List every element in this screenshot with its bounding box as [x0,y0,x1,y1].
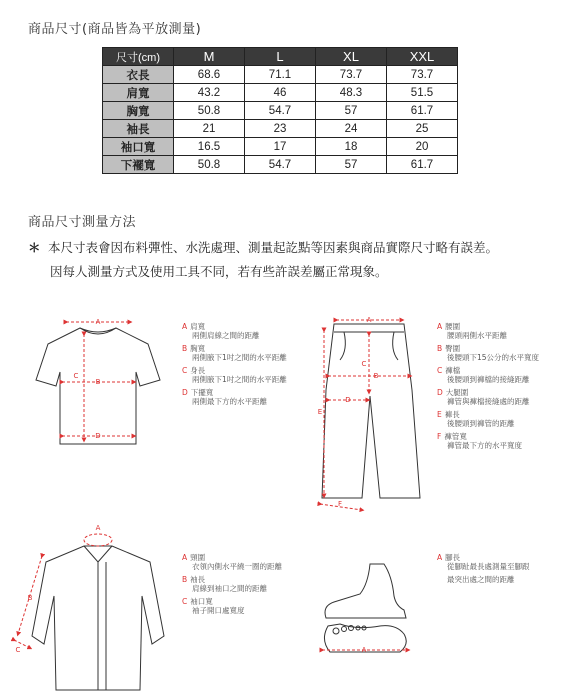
size-header-xl: XL [316,48,387,66]
shirt-label-c: C [15,646,21,654]
legend-item: C 褲檔 後腰頭到褲檔的接縫距離 [437,366,530,384]
legend-item: F 褲管寬 褲管最下方的水平寬度 [437,432,522,450]
legend-item: B 臀圍 後腰頭下15公分的水平寬度 [437,344,540,362]
table-cell: 23 [245,120,316,138]
table-cell: 73.7 [316,66,387,84]
foot-label-a: A [361,646,367,654]
shirt-label-a: A [95,524,101,532]
table-cell: 61.7 [387,102,458,120]
table-cell: 43.2 [174,84,245,102]
table-cell: 54.7 [245,156,316,174]
corner-header: 尺寸(cm) [103,48,174,66]
tshirt-label-c: C [73,372,79,380]
foot-legend [437,553,530,584]
tshirt-label-a: A [95,318,101,326]
legend-item: D 下擺寬 兩側最下方的水平距離 [182,388,267,406]
table-row [103,138,458,156]
tshirt-label-d: D [95,432,101,440]
table-cell: 50.8 [174,102,245,120]
legend-item: A 腳長 從腳趾最長處測量至腳跟 最突出處之間的距離 [437,553,530,584]
legend-item: A 肩寬 兩側肩線之間的距離 [182,322,260,340]
row-label: 袖口寬 [103,138,174,156]
pants-label-a: A [366,316,372,324]
legend-item: C 身長 兩側腋下1吋之間的水平距離 [182,366,287,384]
table-row [103,66,458,84]
table-cell: 54.7 [245,102,316,120]
legend-item: B 胸寬 兩側腋下1吋之間的水平距離 [182,344,287,362]
pants-label-c: C [361,360,367,368]
table-cell: 73.7 [387,66,458,84]
table-row [103,84,458,102]
shirt-label-b: B [27,594,33,602]
note-text-1: 本尺寸表會因布料彈性、水洗處理、測量起訖點等因素與商品實際尺寸略有誤差。 [48,240,499,255]
table-cell: 71.1 [245,66,316,84]
legend-item: C 袖口寬 袖子開口處寬度 [182,597,245,615]
size-header-m: M [174,48,245,66]
table-cell: 24 [316,120,387,138]
table-cell: 61.7 [387,156,458,174]
table-cell: 17 [245,138,316,156]
pants-label-e: E [317,408,323,416]
legend-item: E 褲長 後腰頭到褲管的距離 [437,410,515,428]
pants-label-d: D [345,396,351,404]
shirt-legend [182,553,282,619]
table-cell: 21 [174,120,245,138]
size-chart-table [102,47,458,174]
table-cell: 16.5 [174,138,245,156]
row-label: 胸寬 [103,102,174,120]
note-line-1 [28,238,498,256]
size-header-l: L [245,48,316,66]
legend-item: A 腰圍 腰頭兩側水平距離 [437,322,507,340]
pants-label-f: F [337,500,343,508]
legend-item: B 袖長 肩線到袖口之間的距離 [182,575,267,593]
table-cell: 57 [316,102,387,120]
asterisk-icon: ＊ [28,240,41,255]
row-label: 衣長 [103,66,174,84]
table-cell: 48.3 [316,84,387,102]
method-title: 商品尺寸測量方法 [28,215,137,230]
table-cell: 51.5 [387,84,458,102]
row-label: 袖長 [103,120,174,138]
table-cell: 18 [316,138,387,156]
note-line-2: 因每人測量方式及使用工具不同，若有些許誤差屬正常現象。 [50,264,388,279]
size-header-row [103,48,458,66]
row-label: 下襬寬 [103,156,174,174]
tshirt-label-b: B [95,378,101,386]
shirt-diagram [14,534,164,690]
tshirt-legend [182,322,287,410]
pants-diagram [317,320,420,510]
table-row [103,156,458,174]
row-label: 肩寬 [103,84,174,102]
table-row [103,102,458,120]
legend-item: D 大腿圍 褲管與褲檔接縫處的距離 [437,388,530,406]
table-cell: 25 [387,120,458,138]
table-cell: 46 [245,84,316,102]
pants-label-b: B [373,372,379,380]
table-cell: 68.6 [174,66,245,84]
table-cell: 57 [316,156,387,174]
legend-item: A 頸圍 衣領內側水平繞一圈的距離 [182,553,282,571]
foot-diagram [322,564,408,652]
table-cell: 20 [387,138,458,156]
table-cell: 50.8 [174,156,245,174]
table-row [103,120,458,138]
size-header-xxl: XXL [387,48,458,66]
pants-legend [437,322,539,454]
size-table-title: 商品尺寸(商品皆為平放測量) [28,22,202,37]
